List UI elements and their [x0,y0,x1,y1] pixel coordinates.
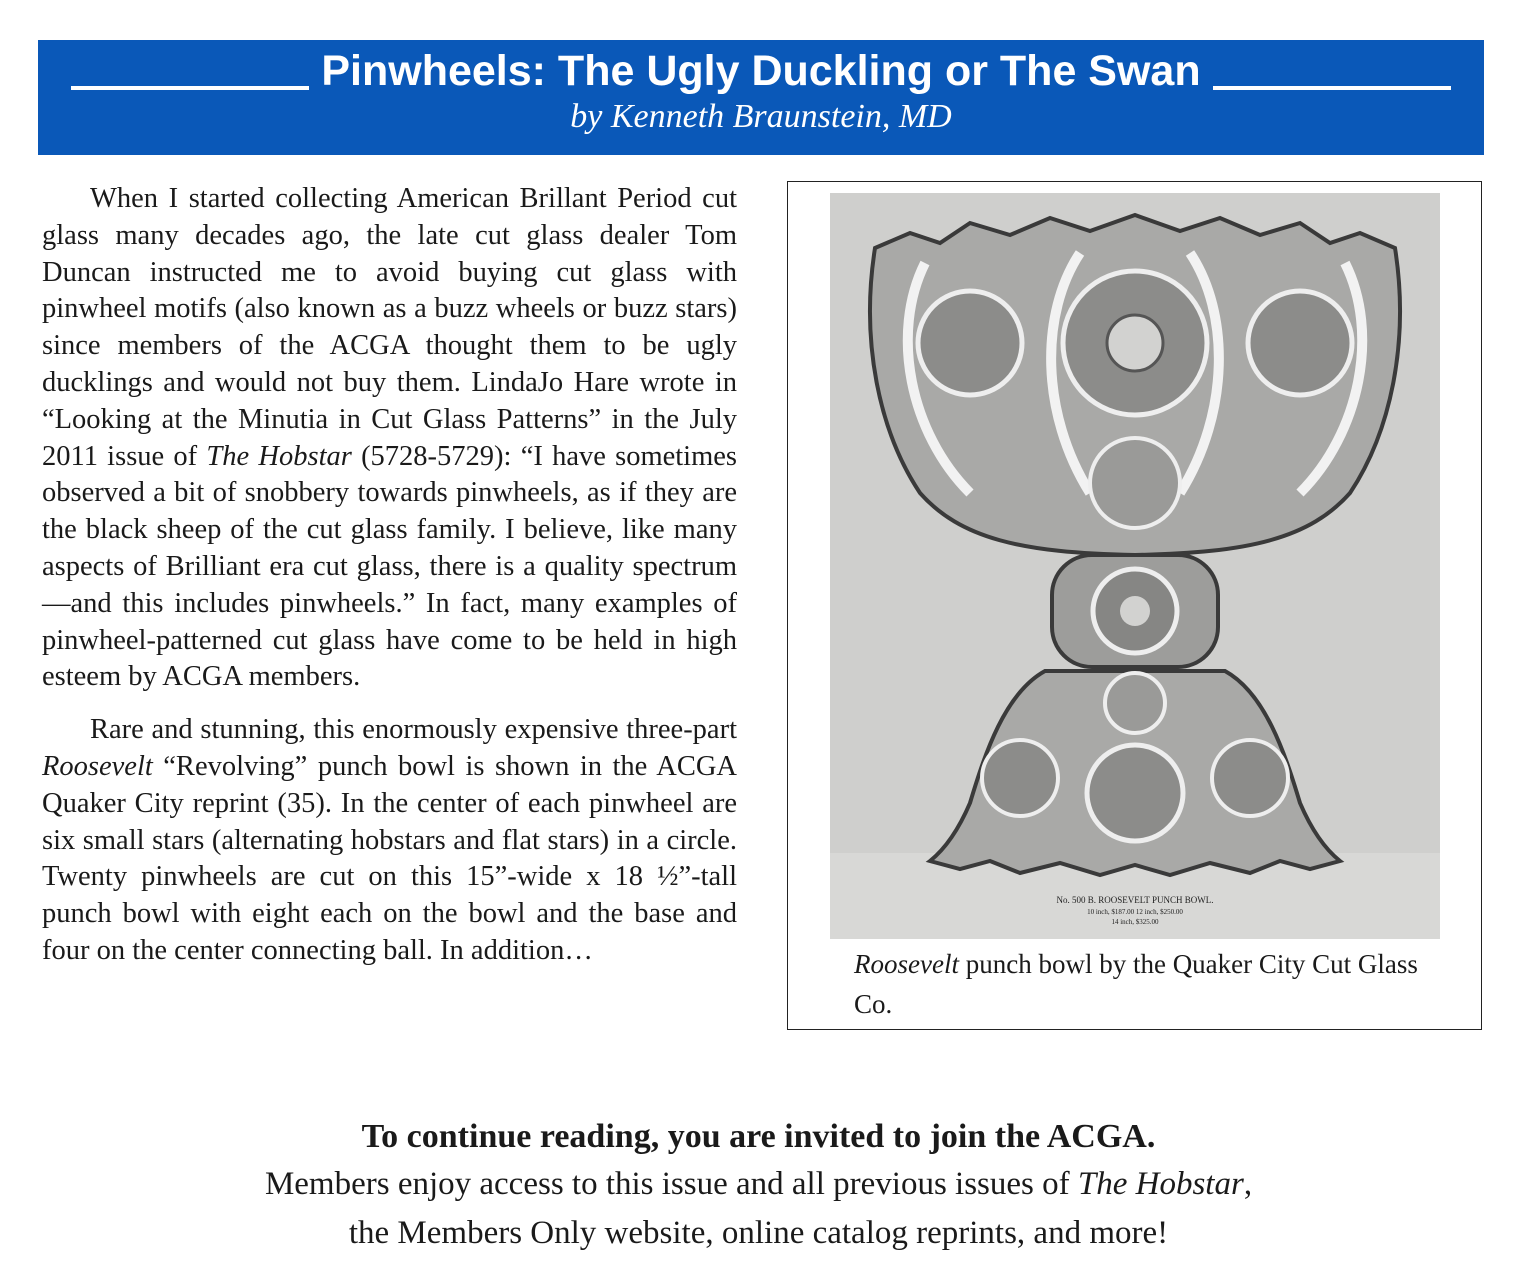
article-byline: by Kenneth Braunstein, MD [570,98,952,135]
title-row [38,46,1484,96]
punch-bowl-illustration [830,193,1440,939]
catalog-title: No. 500 B. ROOSEVELT PUNCH BOWL. [1056,895,1214,905]
article-title: Pinwheels: The Ugly Duckling or The Swan [321,47,1201,95]
catalog-prices: 10 inch, $187.00 12 inch, $250.00 [1087,908,1183,916]
article-paragraph-2: Rare and stunning, this enormously expensive three-part Roosevelt “Revolving” punch bowl is shown in the ACGA Quaker City reprint (35). In the center of each pinwheel are six small stars (alternating hobstars and flat stars) in a circle. Twenty pinwheels are cut on this 15”-wide x 18 ½”-tall punch bowl with eight each on the bowl and the base and four on the center connecting ball. In addition… [42,714,737,966]
punch-bowl-photo [830,193,1440,939]
figure-box [787,181,1482,1030]
title-rule-right [1213,86,1451,90]
cta-heading: To continue reading, you are invited to join the ACGA. [361,1118,1156,1155]
cta-line-1: Members enjoy access to this issue and all previous issues of The Hobstar, [264,1166,1253,1202]
title-rule-left [71,86,309,90]
article-paragraph-1: When I started collecting American Brillant Period cut glass many decades ago, the late cut glass dealer Tom Duncan instructed me to avoid buying cut glass with pinwheel motifs (also known as a buzz wheels or buzz stars) since members of the ACGA thought them to be ugly ducklings and would not buy them. LindaJo Hare wrote in “Looking at the Minutia in Cut Glass Patterns” in the July 2011 issue of The Hobstar (5728-5729): “I have sometimes observed a bit of snobbery towards pinwheels, as if they are the black sheep of the cut glass family. I believe, like many aspects of Brilliant era cut glass, there is a quality spectrum—and this includes pinwheels.” In fact, many examples of pinwheel-patterned cut glass have come to be held in high esteem by ACGA members. [42,183,738,693]
membership-call-to-action [0,1114,1517,1258]
catalog-prices-2: 14 inch, $325.00 [1111,918,1159,926]
header-banner [38,40,1484,155]
cta-line-2: the Members Only website, online catalog reprints, and more! [348,1215,1169,1251]
figure-caption: Roosevelt punch bowl by the Quaker City Cut Glass Co. [854,949,1418,1019]
article-body [42,181,737,986]
